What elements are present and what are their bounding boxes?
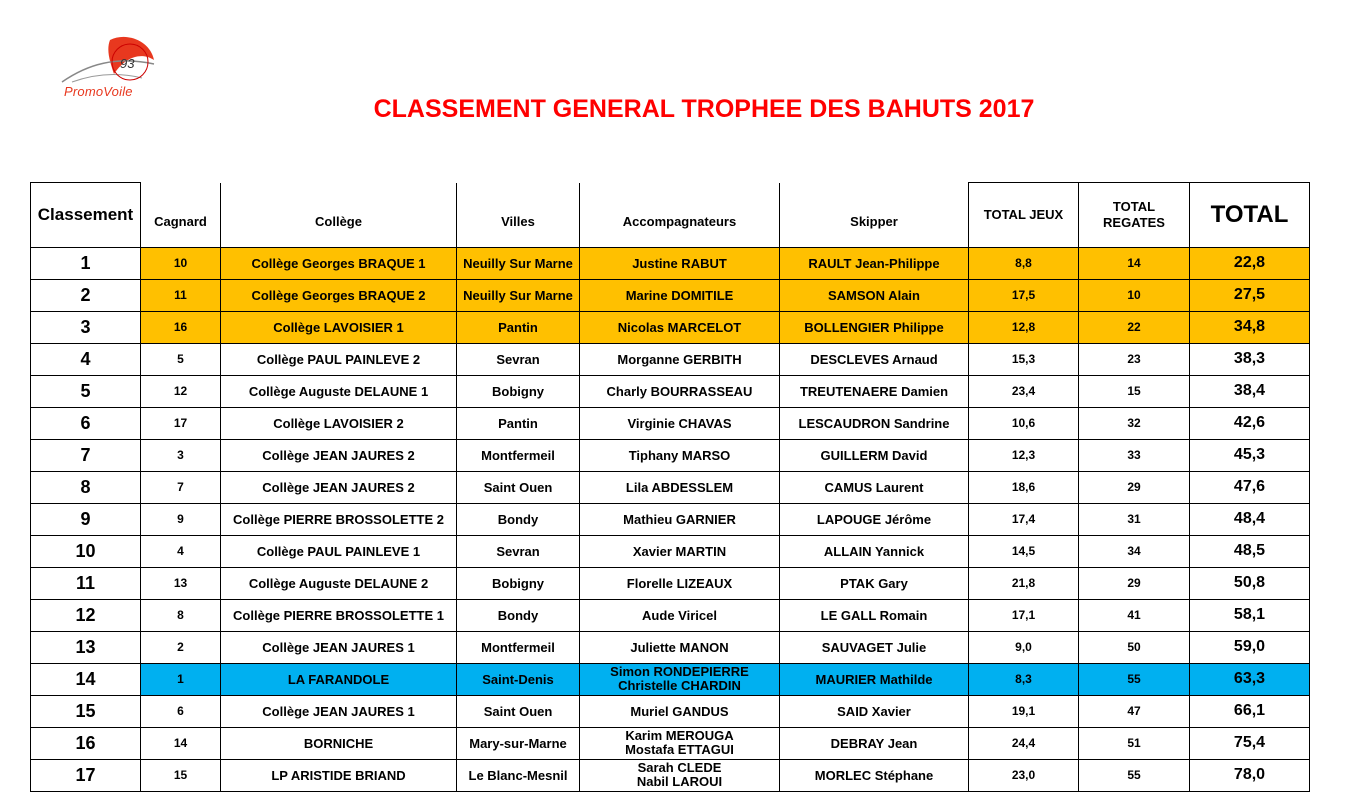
accompagnateur-name: Xavier MARTIN bbox=[632, 543, 727, 559]
skipper-cell: GUILLERM David bbox=[780, 439, 969, 471]
accompagnateur-name: Marine DOMITILE bbox=[625, 287, 734, 303]
total-regates-cell: 41 bbox=[1079, 599, 1190, 631]
cagnard-cell: 15 bbox=[141, 759, 221, 791]
table-row bbox=[31, 343, 1310, 375]
accompagnateur-name: Lila ABDESSLEM bbox=[625, 479, 734, 495]
rank-cell: 5 bbox=[31, 375, 141, 407]
ville-cell: Bobigny bbox=[457, 375, 580, 407]
total-regates-cell: 29 bbox=[1079, 471, 1190, 503]
accompagnateurs-cell bbox=[580, 567, 780, 599]
total-regates-cell: 55 bbox=[1079, 759, 1190, 791]
accompagnateur-name: Nicolas MARCELOT bbox=[617, 319, 742, 335]
total-jeux-cell: 12,8 bbox=[969, 311, 1079, 343]
accompagnateur-name: Nabil LAROUI bbox=[636, 774, 723, 789]
total-cell: 38,4 bbox=[1190, 375, 1310, 407]
total-cell: 38,3 bbox=[1190, 343, 1310, 375]
rank-cell: 15 bbox=[31, 695, 141, 727]
header-classement: Classement bbox=[31, 183, 141, 248]
cagnard-cell: 16 bbox=[141, 311, 221, 343]
rank-cell: 8 bbox=[31, 471, 141, 503]
accompagnateurs-cell bbox=[580, 631, 780, 663]
total-cell: 66,1 bbox=[1190, 695, 1310, 727]
ranking-rows bbox=[31, 247, 1310, 791]
total-jeux-cell: 21,8 bbox=[969, 567, 1079, 599]
table-row bbox=[31, 407, 1310, 439]
table-row bbox=[31, 439, 1310, 471]
rank-cell: 17 bbox=[31, 759, 141, 791]
skipper-cell: LAPOUGE Jérôme bbox=[780, 503, 969, 535]
total-jeux-cell: 23,0 bbox=[969, 759, 1079, 791]
table-row bbox=[31, 631, 1310, 663]
total-regates-cell: 15 bbox=[1079, 375, 1190, 407]
ville-cell: Neuilly Sur Marne bbox=[457, 279, 580, 311]
header-total-jeux: TOTAL JEUX bbox=[969, 183, 1079, 248]
college-cell: Collège Georges BRAQUE 2 bbox=[221, 279, 457, 311]
cagnard-cell: 14 bbox=[141, 727, 221, 759]
total-jeux-cell: 24,4 bbox=[969, 727, 1079, 759]
college-cell: Collège PAUL PAINLEVE 1 bbox=[221, 535, 457, 567]
ranking-table bbox=[30, 182, 1310, 792]
total-jeux-cell: 14,5 bbox=[969, 535, 1079, 567]
accompagnateurs-cell bbox=[580, 311, 780, 343]
college-cell: Collège JEAN JAURES 2 bbox=[221, 471, 457, 503]
ville-cell: Sevran bbox=[457, 343, 580, 375]
accompagnateurs-cell bbox=[580, 695, 780, 727]
accompagnateurs-cell bbox=[580, 535, 780, 567]
total-cell: 27,5 bbox=[1190, 279, 1310, 311]
total-regates-cell: 33 bbox=[1079, 439, 1190, 471]
total-cell: 50,8 bbox=[1190, 567, 1310, 599]
header-cagnard: Cagnard bbox=[141, 183, 221, 248]
ville-cell: Saint-Denis bbox=[457, 663, 580, 695]
header-accompagnateurs: Accompagnateurs bbox=[580, 183, 780, 248]
total-jeux-cell: 15,3 bbox=[969, 343, 1079, 375]
total-regates-cell: 31 bbox=[1079, 503, 1190, 535]
table-row bbox=[31, 535, 1310, 567]
ville-cell: Mary-sur-Marne bbox=[457, 727, 580, 759]
table-header-row bbox=[31, 183, 1310, 248]
table-row bbox=[31, 279, 1310, 311]
table-row bbox=[31, 375, 1310, 407]
total-regates-cell: 50 bbox=[1079, 631, 1190, 663]
skipper-cell: MAURIER Mathilde bbox=[780, 663, 969, 695]
skipper-cell: LESCAUDRON Sandrine bbox=[780, 407, 969, 439]
table-row bbox=[31, 471, 1310, 503]
ville-cell: Bobigny bbox=[457, 567, 580, 599]
total-jeux-cell: 8,3 bbox=[969, 663, 1079, 695]
college-cell: Collège Auguste DELAUNE 1 bbox=[221, 375, 457, 407]
total-jeux-cell: 23,4 bbox=[969, 375, 1079, 407]
accompagnateur-name: Simon RONDEPIERRE bbox=[610, 664, 749, 679]
accompagnateur-name: Charly BOURRASSEAU bbox=[606, 383, 753, 399]
rank-cell: 12 bbox=[31, 599, 141, 631]
total-cell: 48,4 bbox=[1190, 503, 1310, 535]
total-regates-cell: 51 bbox=[1079, 727, 1190, 759]
skipper-cell: DESCLEVES Arnaud bbox=[780, 343, 969, 375]
rank-cell: 14 bbox=[31, 663, 141, 695]
skipper-cell: MORLEC Stéphane bbox=[780, 759, 969, 791]
accompagnateur-name: Morganne GERBITH bbox=[617, 351, 742, 367]
total-cell: 48,5 bbox=[1190, 535, 1310, 567]
skipper-cell: RAULT Jean-Philippe bbox=[780, 247, 969, 279]
page-title: CLASSEMENT GENERAL TROPHEE DES BAHUTS 2017 bbox=[373, 95, 1035, 123]
total-cell: 42,6 bbox=[1190, 407, 1310, 439]
total-cell: 34,8 bbox=[1190, 311, 1310, 343]
total-regates-cell: 55 bbox=[1079, 663, 1190, 695]
header-skipper: Skipper bbox=[780, 183, 969, 248]
accompagnateur-name: Mostafa ETTAGUI bbox=[625, 742, 734, 757]
table-row bbox=[31, 567, 1310, 599]
accompagnateur-name: Sarah CLEDE bbox=[637, 760, 722, 775]
college-cell: Collège JEAN JAURES 1 bbox=[221, 695, 457, 727]
accompagnateurs-cell bbox=[580, 407, 780, 439]
ville-cell: Pantin bbox=[457, 311, 580, 343]
rank-cell: 1 bbox=[31, 247, 141, 279]
header-college: Collège bbox=[221, 183, 457, 248]
accompagnateurs-cell bbox=[580, 663, 780, 695]
skipper-cell: LE GALL Romain bbox=[780, 599, 969, 631]
total-cell: 75,4 bbox=[1190, 727, 1310, 759]
accompagnateurs-cell bbox=[580, 343, 780, 375]
total-jeux-cell: 10,6 bbox=[969, 407, 1079, 439]
total-regates-cell: 22 bbox=[1079, 311, 1190, 343]
accompagnateurs-cell bbox=[580, 727, 780, 759]
ville-cell: Montfermeil bbox=[457, 439, 580, 471]
header-total: TOTAL bbox=[1190, 183, 1310, 248]
total-cell: 45,3 bbox=[1190, 439, 1310, 471]
college-cell: Collège JEAN JAURES 1 bbox=[221, 631, 457, 663]
total-cell: 63,3 bbox=[1190, 663, 1310, 695]
rank-cell: 16 bbox=[31, 727, 141, 759]
total-regates-cell: 29 bbox=[1079, 567, 1190, 599]
skipper-cell: TREUTENAERE Damien bbox=[780, 375, 969, 407]
accompagnateurs-cell bbox=[580, 439, 780, 471]
total-regates-cell: 32 bbox=[1079, 407, 1190, 439]
total-jeux-cell: 17,1 bbox=[969, 599, 1079, 631]
cagnard-cell: 12 bbox=[141, 375, 221, 407]
college-cell: Collège LAVOISIER 1 bbox=[221, 311, 457, 343]
accompagnateur-name: Juliette MANON bbox=[630, 639, 729, 655]
ville-cell: Montfermeil bbox=[457, 631, 580, 663]
rank-cell: 2 bbox=[31, 279, 141, 311]
skipper-cell: ALLAIN Yannick bbox=[780, 535, 969, 567]
rank-cell: 13 bbox=[31, 631, 141, 663]
total-regates-cell: 14 bbox=[1079, 247, 1190, 279]
cagnard-cell: 11 bbox=[141, 279, 221, 311]
college-cell: Collège PIERRE BROSSOLETTE 2 bbox=[221, 503, 457, 535]
cagnard-cell: 1 bbox=[141, 663, 221, 695]
total-cell: 59,0 bbox=[1190, 631, 1310, 663]
cagnard-cell: 7 bbox=[141, 471, 221, 503]
cagnard-cell: 13 bbox=[141, 567, 221, 599]
accompagnateur-name: Karim MEROUGA bbox=[625, 728, 734, 743]
cagnard-cell: 17 bbox=[141, 407, 221, 439]
skipper-cell: BOLLENGIER Philippe bbox=[780, 311, 969, 343]
skipper-cell: CAMUS Laurent bbox=[780, 471, 969, 503]
college-cell: BORNICHE bbox=[221, 727, 457, 759]
college-cell: Collège PAUL PAINLEVE 2 bbox=[221, 343, 457, 375]
college-cell: Collège Georges BRAQUE 1 bbox=[221, 247, 457, 279]
accompagnateurs-cell bbox=[580, 375, 780, 407]
accompagnateur-name: Mathieu GARNIER bbox=[623, 511, 736, 527]
total-cell: 58,1 bbox=[1190, 599, 1310, 631]
accompagnateur-name: Aude Viricel bbox=[642, 607, 717, 623]
ville-cell: Saint Ouen bbox=[457, 695, 580, 727]
skipper-cell: SAMSON Alain bbox=[780, 279, 969, 311]
rank-cell: 11 bbox=[31, 567, 141, 599]
cagnard-cell: 10 bbox=[141, 247, 221, 279]
total-regates-cell: 47 bbox=[1079, 695, 1190, 727]
table-row bbox=[31, 663, 1310, 695]
rank-cell: 7 bbox=[31, 439, 141, 471]
table-row bbox=[31, 311, 1310, 343]
accompagnateurs-cell bbox=[580, 471, 780, 503]
skipper-cell: SAID Xavier bbox=[780, 695, 969, 727]
accompagnateurs-cell bbox=[580, 279, 780, 311]
rank-cell: 4 bbox=[31, 343, 141, 375]
total-cell: 47,6 bbox=[1190, 471, 1310, 503]
college-cell: Collège PIERRE BROSSOLETTE 1 bbox=[221, 599, 457, 631]
ville-cell: Pantin bbox=[457, 407, 580, 439]
total-jeux-cell: 9,0 bbox=[969, 631, 1079, 663]
table-row bbox=[31, 695, 1310, 727]
total-cell: 22,8 bbox=[1190, 247, 1310, 279]
accompagnateurs-cell bbox=[580, 247, 780, 279]
table-row bbox=[31, 503, 1310, 535]
rank-cell: 3 bbox=[31, 311, 141, 343]
total-jeux-cell: 17,4 bbox=[969, 503, 1079, 535]
rank-cell: 6 bbox=[31, 407, 141, 439]
accompagnateur-name: Christelle CHARDIN bbox=[618, 678, 741, 693]
rank-cell: 9 bbox=[31, 503, 141, 535]
logo-number: 93 bbox=[120, 56, 135, 71]
accompagnateur-name: Florelle LIZEAUX bbox=[626, 575, 733, 591]
college-cell: LP ARISTIDE BRIAND bbox=[221, 759, 457, 791]
total-jeux-cell: 17,5 bbox=[969, 279, 1079, 311]
cagnard-cell: 6 bbox=[141, 695, 221, 727]
accompagnateur-name: Muriel GANDUS bbox=[630, 703, 729, 719]
ville-cell: Bondy bbox=[457, 599, 580, 631]
cagnard-cell: 2 bbox=[141, 631, 221, 663]
skipper-cell: SAUVAGET Julie bbox=[780, 631, 969, 663]
total-jeux-cell: 18,6 bbox=[969, 471, 1079, 503]
header-villes: Villes bbox=[457, 183, 580, 248]
cagnard-cell: 9 bbox=[141, 503, 221, 535]
logo-text: PromoVoile bbox=[64, 84, 133, 99]
total-jeux-cell: 8,8 bbox=[969, 247, 1079, 279]
accompagnateur-name: Virginie CHAVAS bbox=[627, 415, 732, 431]
accompagnateur-name: Justine RABUT bbox=[632, 255, 727, 271]
ville-cell: Sevran bbox=[457, 535, 580, 567]
college-cell: Collège Auguste DELAUNE 2 bbox=[221, 567, 457, 599]
accompagnateurs-cell bbox=[580, 503, 780, 535]
table-row bbox=[31, 247, 1310, 279]
skipper-cell: DEBRAY Jean bbox=[780, 727, 969, 759]
ville-cell: Saint Ouen bbox=[457, 471, 580, 503]
total-regates-cell: 23 bbox=[1079, 343, 1190, 375]
cagnard-cell: 3 bbox=[141, 439, 221, 471]
table-row bbox=[31, 759, 1310, 791]
total-cell: 78,0 bbox=[1190, 759, 1310, 791]
ville-cell: Neuilly Sur Marne bbox=[457, 247, 580, 279]
cagnard-cell: 4 bbox=[141, 535, 221, 567]
total-regates-cell: 10 bbox=[1079, 279, 1190, 311]
cagnard-cell: 8 bbox=[141, 599, 221, 631]
accompagnateurs-cell bbox=[580, 759, 780, 791]
total-regates-cell: 34 bbox=[1079, 535, 1190, 567]
college-cell: LA FARANDOLE bbox=[221, 663, 457, 695]
skipper-cell: PTAK Gary bbox=[780, 567, 969, 599]
total-jeux-cell: 12,3 bbox=[969, 439, 1079, 471]
ville-cell: Le Blanc-Mesnil bbox=[457, 759, 580, 791]
college-cell: Collège JEAN JAURES 2 bbox=[221, 439, 457, 471]
cagnard-cell: 5 bbox=[141, 343, 221, 375]
ville-cell: Bondy bbox=[457, 503, 580, 535]
accompagnateur-name: Tiphany MARSO bbox=[628, 447, 731, 463]
total-jeux-cell: 19,1 bbox=[969, 695, 1079, 727]
rank-cell: 10 bbox=[31, 535, 141, 567]
accompagnateurs-cell bbox=[580, 599, 780, 631]
header-total-regates: TOTAL REGATES bbox=[1079, 183, 1190, 248]
table-row bbox=[31, 599, 1310, 631]
table-row bbox=[31, 727, 1310, 759]
college-cell: Collège LAVOISIER 2 bbox=[221, 407, 457, 439]
